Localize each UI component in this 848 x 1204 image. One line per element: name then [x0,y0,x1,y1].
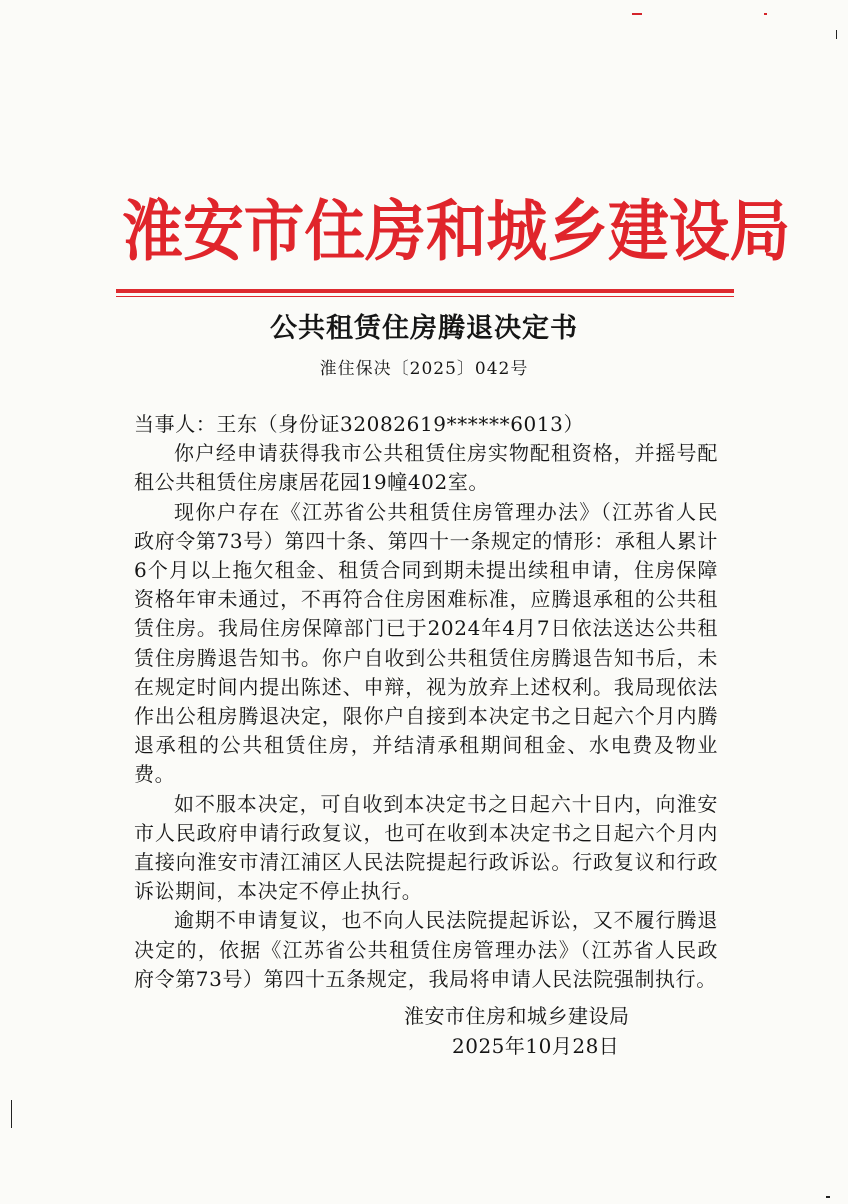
body-paragraph-4: 逾期不申请复议，也不向人民法院提起诉讼，又不履行腾退决定的，依据《江苏省公共租赁住房管理办法》（江苏省人民政府令第73号）第四十五条规定，我局将申请人民法院强制执行。 [134,908,718,991]
header-rule-thin [116,296,734,297]
scan-mark-left [11,1100,12,1128]
body-paragraph-1: 你户经申请获得我市公共租赁住房实物配租资格，并摇号配租公共租赁住房康居花园19幢402室。 [134,441,718,495]
body-paragraph-3: 如不服本决定，可自收到本决定书之日起六十日内，向淮安市人民政府申请行政复议，也可在收到本决定书之日起六个月内直接向淮安市清江浦区人民法院提起行政诉讼。行政复议和行政诉讼期间，本决定不停止执行。 [134,791,718,904]
issuing-authority-header: 淮安市住房和城乡建设局 [122,193,791,270]
header-rule-thick [116,289,734,293]
scan-mark-red [632,13,642,15]
scan-mark-edge [836,30,837,39]
signature-date: 2025年10月28日 [452,1034,620,1058]
scan-mark-red-small [764,13,767,15]
signature-organization: 淮安市住房和城乡建设局 [404,1004,630,1028]
party-line: 当事人：王东（身份证32082619******6013） [134,412,585,436]
document-body [134,410,718,994]
document-number: 淮住保决〔2025〕042号 [319,359,529,379]
document-title: 公共租赁住房腾退决定书 [270,313,578,344]
body-paragraph-2: 现你户存在《江苏省公共租赁住房管理办法》（江苏省人民政府令第73号）第四十条、第四十一条规定的情形：承租人累计6个月以上拖欠租金、租赁合同到期未提出续租申请，住房保障资格年审未通过，不再符合住房困难标准，应腾退承租的公共租赁住房。我局住房保障部门已于2024年4月7日依法送达公共租赁住房腾退告知书。你户自收到公共租赁住房腾退告知书后，未在规定时间内提出陈述、申辩，视为放弃上述权利。我局现依法作出公租房腾退决定，限你户自接到本决定书之日起六个月内腾退承租的公共租赁住房，并结清承租期间租金、水电费及物业费。 [134,499,718,787]
scan-mark-corner [826,1196,830,1198]
